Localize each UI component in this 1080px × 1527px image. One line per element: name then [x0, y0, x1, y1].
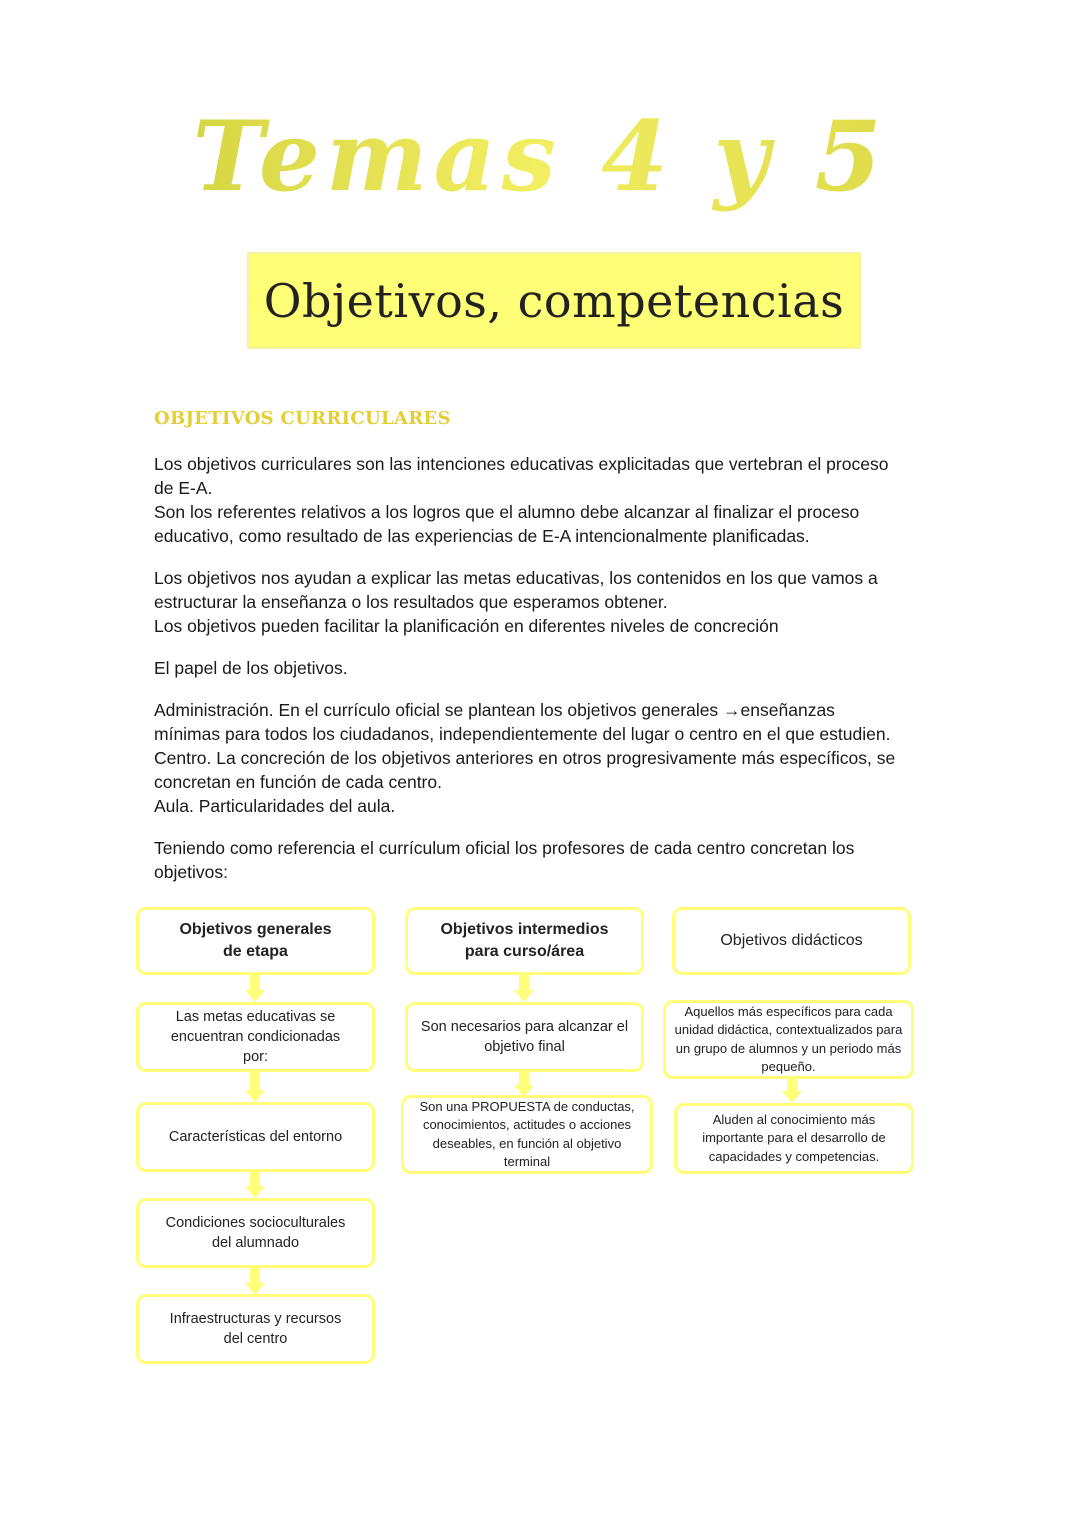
arrow-down-icon — [250, 975, 260, 992]
box-col3-head — [672, 907, 911, 975]
box-col1-item — [136, 1002, 375, 1072]
arrow-down-icon — [250, 1172, 260, 1188]
box-label: Objetivos didácticos — [720, 932, 863, 949]
text-line: mínimas para todos los ciudadanos, independientemente del lugar o centro en el que estudien. — [154, 724, 891, 744]
box-label: Aquellos más específicos para cada unidad didáctica, contextualizados para un grupo de alumnos y un periodo más pequeño. — [674, 1003, 903, 1074]
text-line: objetivos: — [154, 862, 228, 882]
box-label: Infraestructuras y recursos del centro — [169, 1311, 342, 1347]
text-line: educativo, como resultado de las experiencias de E-A intencionalmente planificadas. — [154, 526, 810, 546]
arrow-down-icon — [787, 1079, 797, 1093]
text-line: Aula. Particularidades del aula. — [154, 796, 396, 816]
text-line: Los objetivos curriculares son las intenciones educativas explicitadas que vertebran el proceso — [154, 454, 889, 474]
section-heading: OBJETIVOS CURRICULARES — [154, 408, 451, 429]
text-line: Administración. En el currículo oficial se plantean los objetivos generales →enseñanzas — [154, 700, 835, 720]
text-line: estructurar la enseñanza o los resultados que esperamos obtener. — [154, 592, 668, 612]
box-label: Las metas educativas se encuentran condicionadas por: — [170, 1009, 341, 1065]
box-label: Condiciones socioculturales del alumnado — [165, 1215, 346, 1251]
paragraph-levels — [154, 698, 934, 818]
box-label: Objetivos generales de etapa — [179, 921, 332, 960]
arrow-down-icon — [519, 1072, 529, 1087]
subtitle-text: Objetivos, competencias — [263, 273, 845, 328]
box-col3-item — [663, 1000, 914, 1079]
box-label: Aluden al conocimiento más importante para el desarrollo de capacidades y competencias. — [702, 1111, 886, 1164]
text-line: de E-A. — [154, 478, 213, 498]
paragraph-role — [154, 656, 934, 680]
paragraph-reference — [154, 836, 934, 884]
text-line: concretan en función de cada centro. — [154, 772, 442, 792]
text-line: Centro. La concreción de los objetivos anteriores en otros progresivamente más específicos, se — [154, 748, 896, 768]
box-col1-item — [136, 1294, 375, 1364]
box-label: Son una PROPUESTA de conductas, conocimientos, actitudes o acciones deseables, en función al objetivo terminal — [419, 1098, 635, 1169]
box-col1-item — [136, 1198, 375, 1268]
arrow-down-icon — [250, 1268, 260, 1285]
box-col2-item — [405, 1002, 644, 1072]
arrow-down-icon — [250, 1072, 260, 1092]
text-line: Los objetivos nos ayudan a explicar las metas educativas, los contenidos en los que vamos a — [154, 568, 878, 588]
box-col2-item — [401, 1095, 653, 1174]
text-line: Teniendo como referencia el currículum oficial los profesores de cada centro concretan los — [154, 838, 855, 858]
box-label: Objetivos intermedios para curso/área — [440, 921, 609, 960]
text-line: Son los referentes relativos a los logros que el alumno debe alcanzar al finalizar el proceso — [154, 502, 860, 522]
text-line: Los objetivos pueden facilitar la planificación en diferentes niveles de concreción — [154, 616, 779, 636]
paragraph-purpose — [154, 566, 934, 638]
box-col2-head — [405, 907, 644, 975]
subtitle-banner — [247, 252, 861, 349]
box-label: Son necesarios para alcanzar el objetivo final — [420, 1019, 629, 1055]
box-col3-item — [674, 1103, 914, 1174]
box-col1-head — [136, 907, 375, 975]
box-col1-item — [136, 1102, 375, 1172]
arrow-down-icon — [519, 975, 529, 992]
box-label: Características del entorno — [168, 1129, 343, 1145]
text-line: El papel de los objetivos. — [154, 658, 348, 678]
paragraph-definition — [154, 452, 934, 548]
script-title: Temas 4 y 5 — [0, 100, 1080, 213]
